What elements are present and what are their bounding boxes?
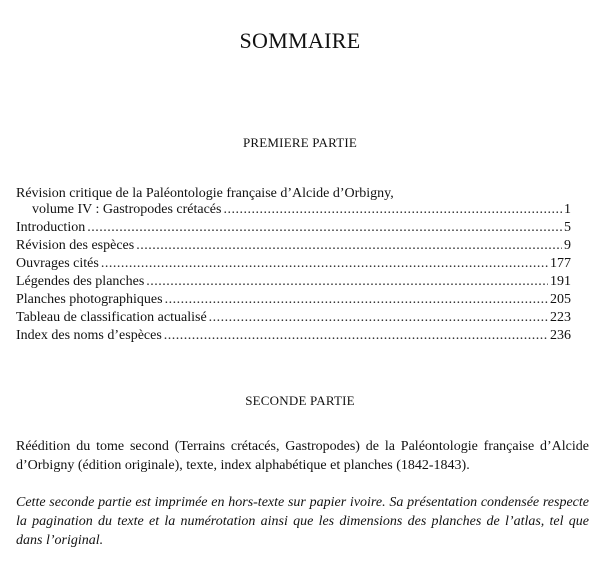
- toc-entry-label: Ouvrages cités: [16, 256, 99, 271]
- toc-intro-line: Révision critique de la Paléontologie française d’Alcide d’Orbigny,: [16, 186, 394, 201]
- toc-entry-page: 191: [550, 274, 571, 289]
- page-title: SOMMAIRE: [239, 28, 361, 53]
- toc-entry-page: 1: [564, 202, 571, 217]
- toc-entry-planches-photographiques[interactable]: [16, 291, 571, 309]
- toc-entry-label: Révision des espèces: [16, 238, 135, 253]
- toc-entry-tableau-classification[interactable]: [16, 309, 571, 327]
- toc-entry-index-noms[interactable]: [16, 327, 571, 345]
- toc-entry-label: Planches photographiques: [16, 292, 163, 307]
- part-one-heading: PREMIERE PARTIE: [242, 135, 358, 150]
- dot-leader: [87, 219, 562, 237]
- toc-entry-introduction[interactable]: [16, 219, 571, 237]
- toc-entry-page: 223: [550, 310, 571, 325]
- dot-leader: [101, 255, 548, 273]
- toc-entry-gastropodes[interactable]: [16, 201, 571, 219]
- dot-leader: [165, 291, 548, 309]
- toc-entry-page: 205: [550, 292, 571, 307]
- part-two-note: Cette seconde partie est imprimée en hors-texte sur papier ivoire. Sa présentation condensée respecte la pagination du texte et la numérotation ainsi que les dimensions des planches de l’atlas, tel que dans l’original.: [16, 495, 589, 548]
- dot-leader: [164, 327, 548, 345]
- toc-entry-page: 177: [550, 256, 571, 271]
- toc-entry-page: 5: [564, 220, 571, 235]
- toc-entry-label: volume IV : Gastropodes crétacés: [32, 202, 222, 217]
- toc-entry-revision-especes[interactable]: [16, 237, 571, 255]
- toc-entry-legendes-planches[interactable]: [16, 273, 571, 291]
- part-two-heading: SECONDE PARTIE: [245, 393, 355, 408]
- toc-entry-label: Introduction: [16, 220, 86, 235]
- dot-leader: [209, 309, 548, 327]
- part-two-description: Réédition du tome second (Terrains crétacés, Gastropodes) de la Paléontologie française d’Alcide d’Orbigny (édition originale), texte, index alphabétique et planches (1842-1843).: [16, 439, 589, 473]
- toc-entry-ouvrages-cites[interactable]: [16, 255, 571, 273]
- dot-leader: [223, 201, 562, 219]
- table-of-contents: [16, 201, 571, 345]
- dot-leader: [146, 273, 548, 291]
- toc-entry-label: Index des noms d’espèces: [16, 328, 162, 343]
- toc-entry-page: 236: [550, 328, 571, 343]
- toc-entry-label: Légendes des planches: [16, 274, 145, 289]
- toc-entry-label: Tableau de classification actualisé: [16, 310, 207, 325]
- toc-entry-page: 9: [564, 238, 571, 253]
- dot-leader: [136, 237, 562, 255]
